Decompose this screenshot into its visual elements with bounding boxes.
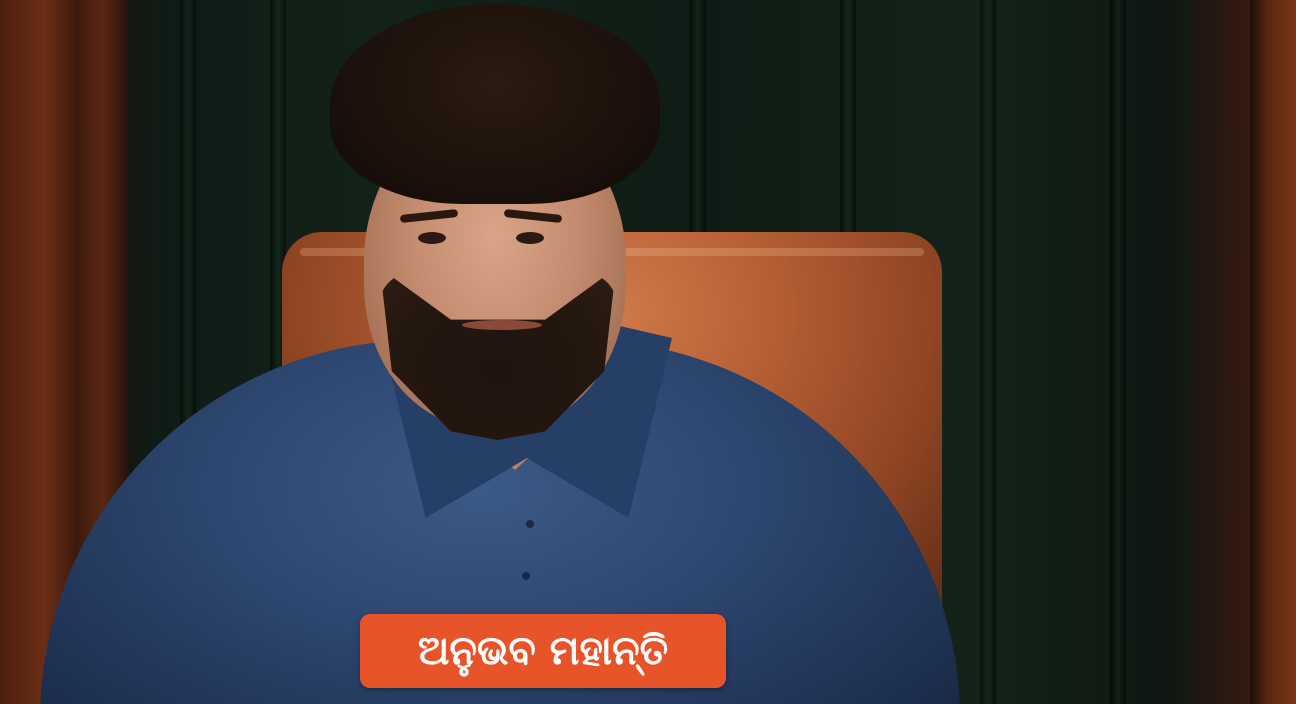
curtain-fold (1110, 0, 1126, 704)
shirt-button (522, 572, 530, 580)
name-caption-text: ଅନୁଭବ ମହାନ୍ତି (417, 628, 669, 674)
name-caption (360, 614, 726, 688)
curtain-fold (980, 0, 996, 704)
right-eye (516, 232, 544, 244)
shirt-button (526, 520, 534, 528)
person-mouth (462, 320, 542, 330)
person-hair (330, 4, 660, 204)
wood-panel-right (1250, 0, 1296, 704)
left-eye (418, 232, 446, 244)
